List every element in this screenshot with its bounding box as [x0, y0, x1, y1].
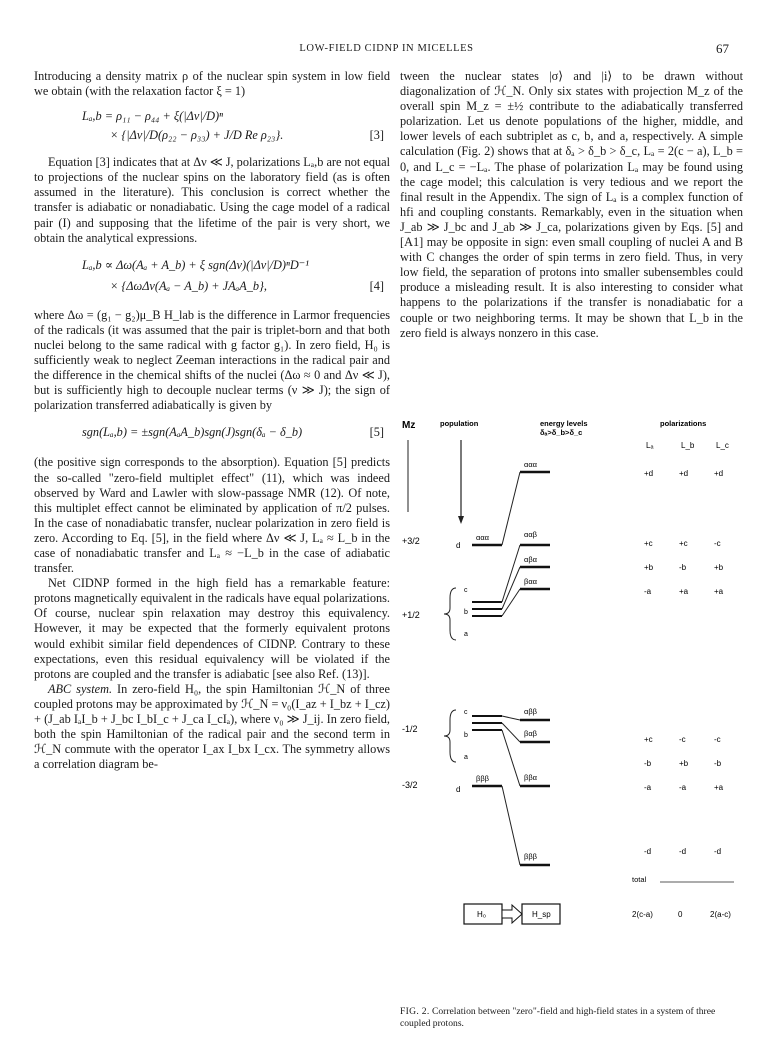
- fig-pol-value: -b: [644, 759, 652, 768]
- fig-level-right-label: αβα: [524, 555, 537, 564]
- fig-level-right-label: ααα: [524, 460, 538, 469]
- figure-2-diagram: [398, 412, 748, 1002]
- fig-pol-row: [644, 469, 723, 478]
- figure-caption: [400, 1006, 744, 1030]
- fig-level-right-label: αββ: [524, 707, 537, 716]
- fig-pol-value: +a: [714, 587, 724, 596]
- fig-level-right-label: βαβ: [524, 729, 537, 738]
- paragraph: [34, 682, 390, 773]
- equation-5-line-1: sgn(Lₐ,b) = ±sgn(AₐA_b)sgn(J)sgn(δₐ − δ_b): [82, 425, 303, 440]
- fig-pol-value: -a: [679, 783, 687, 792]
- fig-pol-value: +d: [714, 469, 724, 478]
- equation-3-number: [3]: [369, 128, 384, 143]
- equation-3-line-1: Lₐ,b = ρ₁₁ − ρ₄₄ + ξ(|Δν|/D)ⁿ: [82, 109, 223, 124]
- figure-caption-label: FIG. 2.: [400, 1006, 430, 1017]
- fig-mz-label: +1/2: [402, 610, 420, 620]
- fig-pop-label: d: [456, 541, 461, 550]
- fig-pol-row: [644, 735, 721, 744]
- equation-5-number: [5]: [369, 425, 384, 440]
- fig-level-right-label: ββα: [524, 773, 537, 782]
- fig-pol-value: +c: [644, 539, 653, 548]
- fig-mz-label: +3/2: [402, 536, 420, 546]
- fig-pol-value: -c: [714, 735, 721, 744]
- fig-brace: [444, 588, 456, 640]
- running-header: [0, 43, 773, 59]
- fig-total-value: 2(c-a): [632, 910, 653, 919]
- fig-header-polarizations: polarizations: [660, 419, 707, 428]
- fig-pol-value: +a: [679, 587, 689, 596]
- fig-box-zero-field-label: H₀: [477, 910, 487, 919]
- page-number: 67: [716, 41, 729, 56]
- fig-header-mz: Mz: [402, 420, 416, 431]
- fig-pol-value: +b: [679, 759, 689, 768]
- equation-4-line-1: Lₐ,b ∝ Δω(Aₐ + A_b) + ξ sgn(Δν)(|Δν|/D)ⁿD⁻¹: [82, 257, 309, 272]
- fig-pol-value: -c: [679, 735, 686, 744]
- paragraph: Equation [3] indicates that at Δν ≪ J, polarizations Lₐ,b are not equal to projections of the nuclear spins on the laboratory field (as is often assumed in the literature). This conclusion is correct whether the transfer is adiabatic or nonadiabatic. Using the cage model of a radical pair (I) and supposing that the lifetime of the pair is very short, we obtain the analytical expressions.: [34, 155, 390, 245]
- equation-5: [82, 425, 390, 443]
- fig-pol-row: [644, 847, 721, 856]
- fig-correlation-line: [502, 716, 520, 720]
- paragraph: where Δω = (g₁ − g₂)μ_B H_lab is the difference in Larmor frequencies of the radicals (it was assumed that the pair is triplet-born and that both nuclei belong to the same radical with g factor g₁). In zero field, H₀ is sufficiently weak to neglect Zeeman interactions in the radical pair and the difference in the chemical shifts of the nuclei (Δω ≈ 0 and Δν ≪ J), but is sufficiently high to decouple nuclear terms (ν ≫ J); the sign of polarization transferred adiabatically is given by: [34, 307, 390, 413]
- fig-mz-label: -1/2: [402, 724, 418, 734]
- fig-box-high-field-label: H_sp: [532, 910, 551, 919]
- fig-pol-value: -d: [679, 847, 687, 856]
- paragraph-text: In zero-field H₀, the spin Hamiltonian ℋ_N of three coupled protons may be approximated by ℋ_N = ν₀(I_az + I_bz + I_cz) + (J_ab IₐI_b + J_bc I_bI_c + J_ca I_cIₐ), where ν₀ ≫ J_ij. In zero field, both the spin Hamiltonian of the radical pair and the second term in ℋ_N commute with the operator I_ax I_bx I_cx. The symmetry allows a correlation diagram be-: [34, 681, 390, 772]
- fig-pop-label: c: [464, 587, 468, 594]
- fig-pol-row: [644, 783, 724, 792]
- fig-level-left-label: ααα: [476, 533, 490, 542]
- fig-pol-value: +c: [679, 539, 688, 548]
- fig-pol-value: -a: [644, 587, 652, 596]
- fig-pol-head-c: L_c: [716, 441, 729, 450]
- paragraph: tween the nuclear states |σ⟩ and |i⟩ to be drawn without diagonalization of ℋ_N. Only six states with projection M_z of the overall spin M_z = ±½ contribute to the adiabatically transferred polarization. Let us denote populations of the higher, middle, and lower levels of each subtriplet as c, b, and a, respectively. A simple calculation (Fig. 2) shows that at δₐ > δ_b > δ_c, Lₐ = 2(c − a), L_b = 0, and L_c = −Lₐ. The phase of polarization Lₐ may be found using the cage model; this calculation is very tedious and we report the final result in the Appendix. The sign of Lₐ is a complex function of hfi and coupling constants. Remarkably, even in the situation when J_ab ≫ J_bc and J_ab ≫ J_ca, polarizations given by Eqs. [5] and [A1] may be opposite in sign: even small coupling of nuclei A and B with C changes the order of spin terms in zero field. Thus, in very low field, the separation of protons into smaller subensembles could produce a misleading result. It is also interesting to consider what happens to the polarizations if the transfer is nonadiabatic for a couple or two neighboring terms. It may be shown that L_b in the zero field is always nonzero in this case.: [400, 69, 743, 340]
- equation-3-line-2: × {|Δν|/D(ρ₂₂ − ρ₃₃) + J/D Re ρ₂₃}.: [110, 128, 284, 143]
- fig-pol-head-a: Lₐ: [646, 441, 654, 450]
- fig-brace: [444, 710, 456, 762]
- left-column: [34, 69, 390, 772]
- equation-3: [82, 109, 390, 145]
- fig-pop-label: a: [464, 631, 468, 638]
- fig-pol-value: -a: [644, 783, 652, 792]
- fig-correlation-line: [502, 730, 520, 786]
- fig-total-value: 2(a-c): [710, 910, 731, 919]
- paragraph-lead: ABC system.: [48, 681, 113, 696]
- fig-pop-label: a: [464, 754, 468, 761]
- equation-4: [82, 258, 390, 296]
- fig-total-label: total: [632, 875, 647, 884]
- running-title: LOW-FIELD CIDNP IN MICELLES: [299, 43, 474, 54]
- fig-pol-value: +d: [679, 469, 689, 478]
- fig-pol-row: [644, 759, 722, 768]
- equation-4-line-2: × {ΔωΔν(Aₐ − A_b) + JAₐA_b},: [110, 278, 268, 293]
- fig-pol-value: -d: [644, 847, 652, 856]
- fig-correlation-line: [502, 786, 520, 865]
- fig-pol-head-b: L_b: [681, 441, 695, 450]
- paragraph: Net CIDNP formed in the high field has a remarkable feature: protons magnetically equivalent in the radicals have equal polarizations. Of course, nuclear spin relaxation may destroy this equivalency. However, it may be expected that the formerly equivalent protons would exhibit similar field dependences of CIDNP. Contrary to these expectations, even this residual equivalency will be violated if the protons are coupled and the transfer is adiabatic [see also Ref. (13)].: [34, 576, 390, 681]
- fig-pol-value: +b: [714, 563, 724, 572]
- fig-header-population: population: [440, 419, 479, 428]
- fig-mz-label: -3/2: [402, 780, 418, 790]
- fig-total-value: 0: [678, 910, 683, 919]
- fig-pol-value: -b: [714, 759, 722, 768]
- fig-pol-value: -b: [679, 563, 687, 572]
- fig-level-right-label: βββ: [524, 852, 537, 861]
- fig-pol-row: [644, 563, 724, 572]
- fig-correlation-line: [502, 472, 520, 545]
- paragraph: Introducing a density matrix ρ of the nuclear spin system in low field we obtain (with the relaxation factor ξ = 1): [34, 69, 390, 99]
- fig-level-left-label: βββ: [476, 774, 489, 783]
- fig-pop-label: b: [464, 609, 468, 616]
- fig-pol-value: -d: [714, 847, 722, 856]
- fig-pol-value: +a: [714, 783, 724, 792]
- figure-caption-text: Correlation between "zero"-field and high-field states in a system of three coupled protons.: [400, 1006, 716, 1030]
- fig-pol-value: +b: [644, 563, 654, 572]
- fig-header-energy: energy levels: [540, 419, 588, 428]
- fig-pol-value: +d: [644, 469, 654, 478]
- fig-pol-value: -c: [714, 539, 721, 548]
- paragraph: (the positive sign corresponds to the absorption). Equation [5] predicts the so-called "zero-field multiplet effect" (11), which was indeed observed by Ward and Lawler with slow-passage NMR (12). Of note, this multiplet effect cannot be eliminated by application of π/2 pulses. In the case of nonadiabatic transfer, nuclear polarization in zero field is zero. According to Eq. [5], in the field where Δν ≪ J, Lₐ ≈ L_b in the case of nonadiabatic transfer and Lₐ ≈ −L_b in the case of adiabatic transfer.: [34, 455, 390, 576]
- fig-pop-label: d: [456, 785, 461, 794]
- fig-pol-value: +c: [644, 735, 653, 744]
- fig-pop-label: b: [464, 732, 468, 739]
- fig-level-right-label: ααβ: [524, 530, 537, 539]
- fig-level-right-label: βαα: [524, 577, 537, 586]
- fig-field-arrow: [502, 905, 522, 923]
- fig-pol-row: [644, 539, 721, 548]
- fig-pop-label: c: [464, 709, 468, 716]
- fig-axis-arrow: [458, 516, 464, 524]
- right-column: [400, 69, 743, 341]
- equation-4-number: [4]: [369, 278, 384, 293]
- fig-pol-row: [644, 587, 724, 596]
- fig-header-energy-sub: δₐ>δ_b>δ_c: [540, 428, 583, 437]
